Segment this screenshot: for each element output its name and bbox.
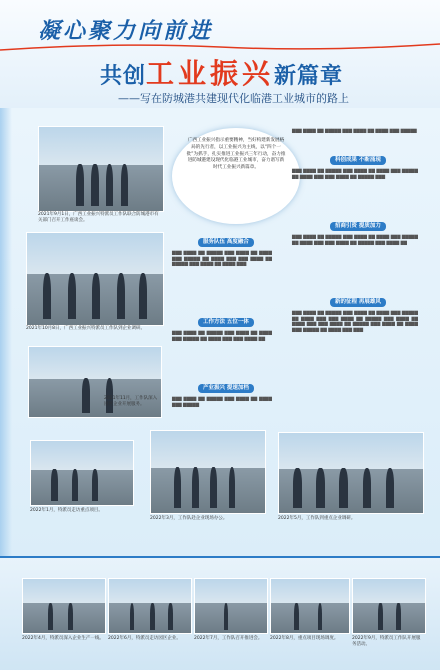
subheadline: ——写在防城港共建现代化临港工业城市的路上 <box>118 92 349 105</box>
bottom-caption-4: 2022年8月，重点项目现场调度。 <box>270 636 339 641</box>
section-body-5: ▇▇▇ ▇▇▇▇ ▇▇ ▇▇▇▇▇ ▇▇▇ ▇▇▇▇ ▇▇ ▇▇▇▇ ▇▇▇ ▇▇▇▇▇ ▇▇ ▇▇▇▇ ▇▇▇ ▇▇▇ ▇▇▇▇ ▇▇ ▇▇▇▇▇ ▇▇▇ ▇▇▇▇ ▇▇ <box>292 234 418 245</box>
section-heading-5: 招商引资 提质加力 <box>330 222 386 231</box>
section-body-1: ▇▇▇ ▇▇▇▇ ▇▇ ▇▇▇▇▇ ▇▇▇ ▇▇▇▇ ▇▇ ▇▇▇▇ ▇▇▇ ▇▇▇▇▇ ▇▇ ▇▇▇▇ ▇▇▇ ▇▇▇ ▇▇▇▇ ▇▇ ▇▇▇▇▇ ▇▇▇ ▇▇▇▇ ▇▇ ▇▇▇▇ ▇▇▇ <box>172 250 272 267</box>
headline-red: 工业振兴 <box>146 57 275 90</box>
section-body-3: ▇▇▇ ▇▇▇▇ ▇▇ ▇▇▇▇▇ ▇▇▇ ▇▇▇▇ ▇▇ ▇▇▇▇ ▇▇▇ ▇▇▇▇▇ <box>172 396 272 407</box>
bottom-caption-5: 2022年9月，特派员工作队开展服务活动。 <box>352 636 421 647</box>
caption-2: 2021年10月8日，广西工业振兴特派员工作队到企业调研。 <box>26 326 146 331</box>
bottom-caption-3: 2022年7月，工作队召开推进会。 <box>194 636 263 641</box>
bottom-photo-1 <box>22 578 106 634</box>
photo-visit <box>26 232 164 326</box>
section-body-4: ▇▇▇ ▇▇▇▇ ▇▇ ▇▇▇▇▇ ▇▇▇ ▇▇▇▇ ▇▇ ▇▇▇▇ ▇▇▇ ▇▇▇▇▇ ▇▇ ▇▇▇▇ ▇▇▇ ▇▇▇ ▇▇▇▇ ▇▇ ▇▇▇▇▇ ▇▇▇ <box>292 168 418 179</box>
section-heading-3: 产业振兴 提速加档 <box>198 384 254 393</box>
right-body-top: ▇▇▇ ▇▇▇▇ ▇▇ ▇▇▇▇▇ ▇▇▇ ▇▇▇▇ ▇▇ ▇▇▇▇ ▇▇▇ ▇▇▇▇▇ <box>292 128 417 133</box>
bottom-caption-1: 2022年4月，特派员深入企业生产一线。 <box>22 636 104 641</box>
bottom-photo-5 <box>352 578 426 634</box>
bottom-caption-2: 2022年6月，特派员走访园区企业。 <box>108 636 181 641</box>
bottom-photo-4 <box>270 578 350 634</box>
bottom-photo-3 <box>194 578 268 634</box>
photo-site <box>30 440 134 506</box>
headline-line1: 凝心聚力向前进 <box>38 18 214 44</box>
caption-5: 2022年3月，工作队赴企业现场办公。 <box>150 516 228 521</box>
section-heading-2: 工作方法 五位一体 <box>198 318 254 327</box>
intro-text: 广西工业振兴指示重要精神，当好构建新发展格局的先行者，以工业振兴为主线，以“四个一批”为抓手，扎实推进工业振兴三年行动，奋力推进防城港建设现代化临港工业城市，奋力谱写新时代工业振兴新篇章。 <box>186 138 286 171</box>
bottom-photo-strip <box>0 556 440 670</box>
photo-meeting <box>38 126 164 212</box>
section-heading-6: 新的征程 再展雄风 <box>330 298 386 307</box>
headline-part-b: 新篇章 <box>274 63 344 89</box>
bottom-photo-2 <box>108 578 192 634</box>
section-body-2: ▇▇▇ ▇▇▇▇ ▇▇ ▇▇▇▇▇ ▇▇▇ ▇▇▇▇ ▇▇ ▇▇▇▇ ▇▇▇ ▇▇▇▇▇ ▇▇ ▇▇▇▇ ▇▇▇ ▇▇▇ ▇▇▇▇ ▇▇ <box>172 330 272 341</box>
caption-4: 2022年1月，特派员走访重点项目。 <box>30 508 103 513</box>
masthead <box>0 0 440 108</box>
section-body-6: ▇▇▇ ▇▇▇▇ ▇▇ ▇▇▇▇▇ ▇▇▇ ▇▇▇▇ ▇▇ ▇▇▇▇ ▇▇▇ ▇▇▇▇▇ ▇▇ ▇▇▇▇ ▇▇▇ ▇▇▇ ▇▇▇▇ ▇▇ ▇▇▇▇▇ ▇▇▇ ▇▇▇▇ ▇▇ ▇▇▇▇ ▇▇▇ ▇▇▇ ▇▇▇▇ ▇▇ ▇▇▇▇▇ ▇▇▇ ▇▇▇▇ ▇▇ ▇▇▇▇ ▇▇▇ ▇▇▇▇▇ ▇▇ ▇▇▇▇ ▇▇▇ ▇▇▇ <box>292 310 418 332</box>
caption-6: 2022年5月，工作队到重点企业调研。 <box>278 516 356 521</box>
section-heading-4: 科创成果 不断涌现 <box>330 156 386 165</box>
headline-part-a: 共创 <box>100 63 147 89</box>
photo-inspection <box>150 430 266 514</box>
photo-group <box>278 432 424 514</box>
caption-3: 2021年11月，工作队深入园区企业开展服务。 <box>104 396 158 407</box>
section-heading-1: 服务队伍 高度融合 <box>198 238 254 247</box>
caption-1: 2021年9月1日，广西工业振兴特派员工作队联合防城港市有关部门召开工作座谈会。 <box>38 212 159 223</box>
headline-line2 <box>100 52 343 92</box>
